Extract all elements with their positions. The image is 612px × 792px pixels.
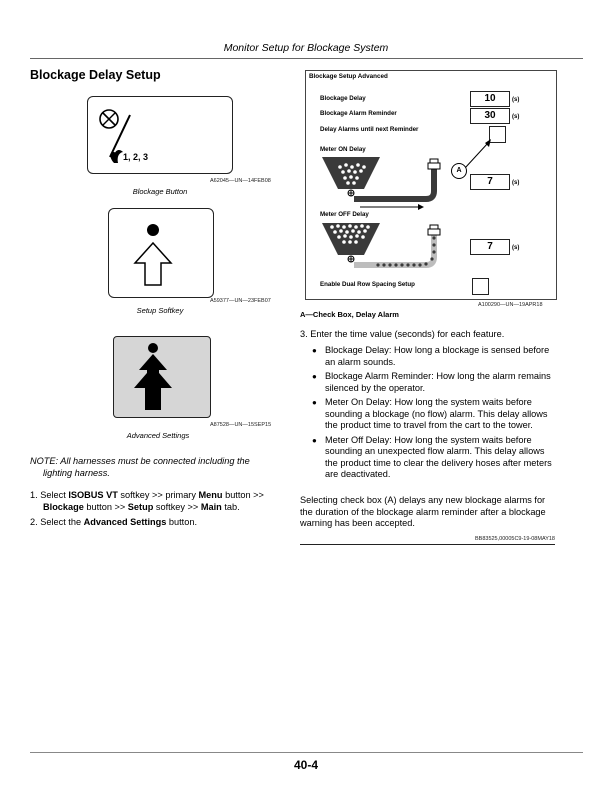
note [30, 455, 280, 479]
fig-caption: Advanced Settings [126, 431, 190, 440]
step-3: 3. Enter the time value (seconds) for each feature. [300, 329, 505, 339]
advanced-settings-figure [113, 336, 211, 418]
blockage-button-icon [88, 97, 232, 173]
alarm-reminder-label: Blockage Alarm Reminder [320, 110, 397, 117]
meter-on-label: Meter ON Delay [320, 146, 366, 153]
bullet-item: ● Meter Off Delay: How long the system waits before sounding an unexpected flow alarm. This delay allows the product time to clear the delivery hoses after meters are deactivated. [300, 435, 555, 481]
fig-caption: Blockage Button [132, 187, 188, 196]
delay-alarms-label: Delay Alarms until next Reminder [320, 126, 419, 133]
advanced-arrow-icon [114, 337, 210, 417]
alarm-reminder-field[interactable]: 30 [470, 108, 510, 124]
step-1: 1. Select ISOBUS VT softkey >> primary Menu button >> Blockage button >> Setup softkey >> Main tab. [30, 490, 264, 512]
note-line-2: lighting harness. [43, 468, 110, 478]
footer-rule [30, 752, 583, 753]
fig-code: A100290—UN—19APR18 [478, 302, 543, 308]
fig-code: A59377—UN—23FEB07 [210, 298, 271, 304]
blockage-delay-label: Blockage Delay [320, 95, 366, 102]
bullet-item: ● Blockage Delay: How long a blockage is sensed before an alarm sounds. [300, 345, 555, 368]
fig-code: A87528—UN—15SEP15 [210, 422, 272, 428]
header-rule [30, 58, 583, 59]
unit-label: (s) [512, 97, 520, 103]
closing-paragraph: Selecting check box (A) delays any new blockage alarms for the duration of the blockage alarm reminder after a blockage warning has been accepted. [300, 495, 546, 528]
step-2: 2. Select the Advanced Settings button. [30, 517, 198, 527]
section-title: Blockage Delay Setup [30, 68, 161, 82]
dual-row-label: Enable Dual Row Spacing Setup [320, 281, 415, 288]
fig-caption: Setup Softkey [136, 306, 184, 315]
running-header: Monitor Setup for Blockage System [223, 42, 389, 54]
meter-off-field[interactable]: 7 [470, 239, 510, 255]
screen-caption: A—Check Box, Delay Alarm [300, 310, 399, 319]
doc-code: BB83525,00005C9-19-08MAY18 [474, 536, 555, 542]
note-line-1: NOTE: All harnesses must be connected including the [30, 456, 250, 466]
blockage-setup-advanced-screen [305, 70, 557, 300]
unit-label: (s) [512, 114, 520, 120]
meter-off-label: Meter OFF Delay [320, 211, 369, 218]
meter-on-illustration [318, 155, 468, 210]
blockage-delay-field[interactable]: 10 [470, 91, 510, 107]
steps-list [30, 489, 285, 531]
bullet-list [300, 345, 555, 484]
blockage-button-label: 1, 2, 3 [123, 152, 149, 162]
dual-row-checkbox[interactable] [472, 278, 489, 295]
up-arrow-icon [109, 209, 213, 297]
setup-softkey-figure [108, 208, 214, 298]
meter-on-field[interactable]: 7 [470, 174, 510, 190]
page-number: 40-4 [293, 758, 319, 772]
bullet-item: ● Meter On Delay: How long the system waits before sounding a blockage (no flow) alarm. This delay allows the product time to travel from the cart to the tower. [300, 397, 555, 432]
doc-code-rule [300, 544, 555, 545]
meter-off-illustration [318, 221, 468, 276]
fig-code: A62045—UN—14FEB08 [210, 178, 271, 184]
unit-label: (s) [512, 245, 520, 251]
unit-label: (s) [512, 180, 520, 186]
callout-a: A [451, 163, 467, 179]
bullet-item: ● Blockage Alarm Reminder: How long the alarm remains silenced by the operator. [300, 371, 555, 394]
screen-title: Blockage Setup Advanced [309, 73, 388, 80]
blockage-button-figure [87, 96, 233, 174]
